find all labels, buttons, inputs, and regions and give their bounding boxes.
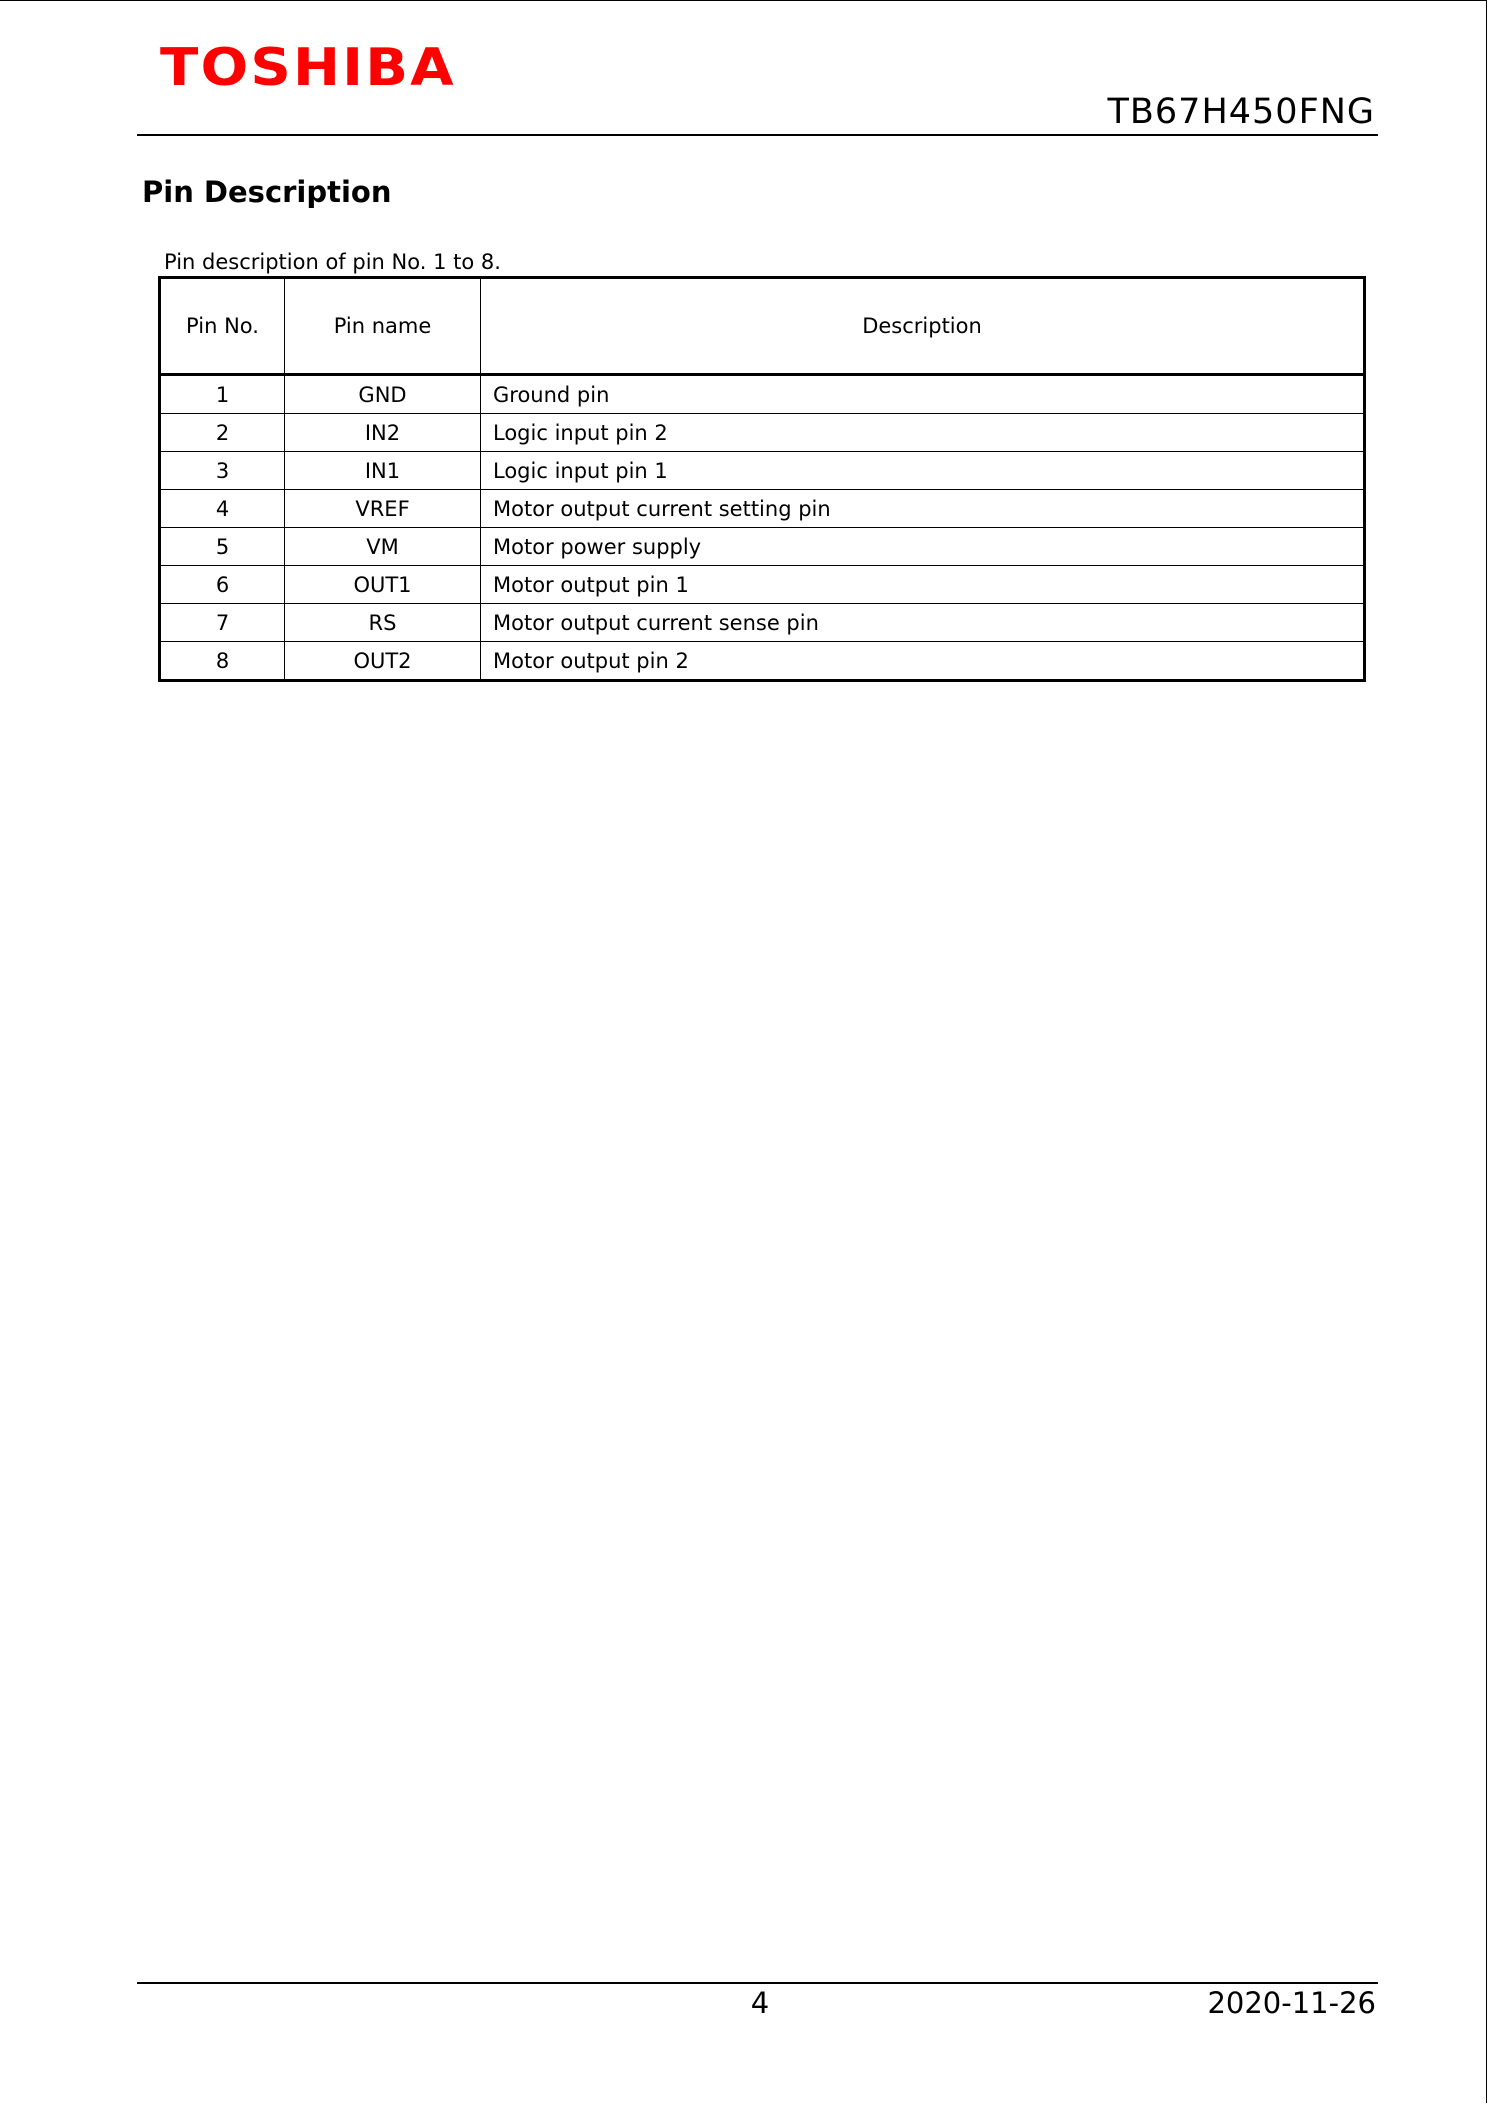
pin-name-cell: GND (285, 375, 481, 414)
part-number: TB67H450FNG (1107, 92, 1375, 132)
pin-desc-cell: Logic input pin 1 (481, 452, 1365, 490)
pin-description-table (158, 276, 1366, 682)
toshiba-logo: TOSHIBA (160, 38, 456, 98)
table-header-row (160, 278, 1365, 375)
pin-name-cell: IN1 (285, 452, 481, 490)
pin-no-cell: 8 (160, 642, 285, 681)
table-row (160, 452, 1365, 490)
pin-desc-cell: Motor power supply (481, 528, 1365, 566)
table-row (160, 642, 1365, 681)
footer-divider (137, 1982, 1378, 1984)
pin-name-cell: VREF (285, 490, 481, 528)
pin-desc-cell: Motor output current setting pin (481, 490, 1365, 528)
pin-desc-cell: Motor output current sense pin (481, 604, 1365, 642)
pin-name-cell: RS (285, 604, 481, 642)
table-row (160, 490, 1365, 528)
table-row (160, 414, 1365, 452)
header-divider (137, 134, 1378, 136)
pin-no-cell: 3 (160, 452, 285, 490)
page-number: 4 (750, 1986, 770, 2020)
header-description: Description (481, 278, 1365, 375)
header-pin-name: Pin name (285, 278, 481, 375)
pin-name-cell: VM (285, 528, 481, 566)
pin-no-cell: 2 (160, 414, 285, 452)
pin-no-cell: 7 (160, 604, 285, 642)
pin-desc-cell: Logic input pin 2 (481, 414, 1365, 452)
header-pin-no: Pin No. (160, 278, 285, 375)
pin-no-cell: 6 (160, 566, 285, 604)
pin-desc-cell: Motor output pin 2 (481, 642, 1365, 681)
pin-no-cell: 5 (160, 528, 285, 566)
section-title: Pin Description (142, 175, 392, 209)
pin-no-cell: 1 (160, 375, 285, 414)
table-row (160, 375, 1365, 414)
pin-desc-cell: Motor output pin 1 (481, 566, 1365, 604)
pin-no-cell: 4 (160, 490, 285, 528)
table-row (160, 566, 1365, 604)
table-row (160, 528, 1365, 566)
pin-name-cell: OUT1 (285, 566, 481, 604)
pin-name-cell: IN2 (285, 414, 481, 452)
pin-desc-cell: Ground pin (481, 375, 1365, 414)
document-date: 2020-11-26 (1207, 1986, 1376, 2020)
pin-name-cell: OUT2 (285, 642, 481, 681)
table-row (160, 604, 1365, 642)
table-caption: Pin description of pin No. 1 to 8. (164, 250, 501, 274)
